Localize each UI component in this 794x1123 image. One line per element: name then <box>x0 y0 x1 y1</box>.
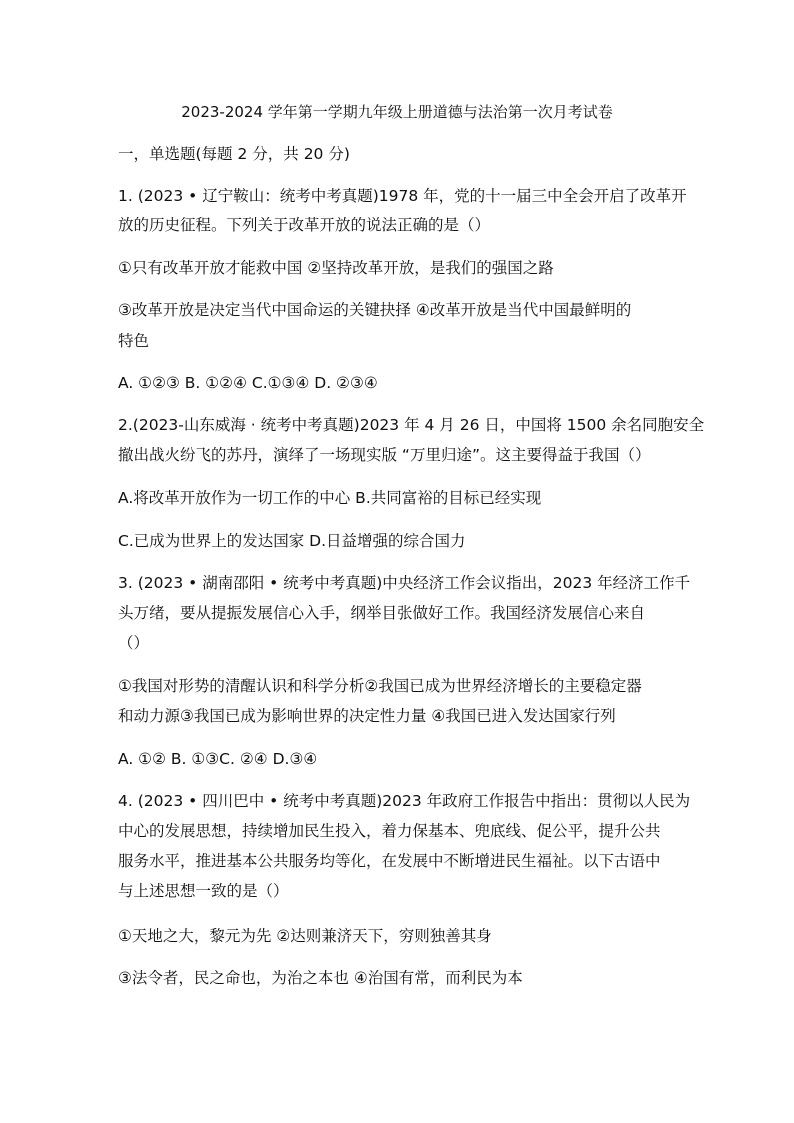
question-4-statement-1: ①天地之大，黎元为先 ②达则兼济天下，穷则独善其身 <box>118 927 492 945</box>
question-2-options-cd: C.已成为世界上的发达国家 D.日益增强的综合国力 <box>118 532 466 550</box>
question-1-line-2: 放的历史征程。下列关于改革开放的说法正确的是（） <box>118 216 491 234</box>
question-3-line-2: 头万绪，要从提振发展信心入手，纲举目张做好工作。我国经济发展信心来自 <box>118 604 646 622</box>
question-4-line-3: 服务水平，推进基本公共服务均等化，在发展中不断增进民生福祉。以下古语中 <box>118 852 661 870</box>
question-1-statement-2: ③改革开放是决定当代中国命运的关键抉择 ④改革开放是当代中国最鲜明的 <box>118 301 632 319</box>
question-2-line-1: 2.(2023-山东威海 · 统考中考真题)2023 年 4 月 26 日，中国将 1500 余名同胞安全 <box>118 416 705 434</box>
question-1-statement-1: ①只有改革开放才能救中国 ②坚持改革开放，是我们的强国之路 <box>118 259 554 277</box>
question-2-options-ab: A.将改革开放作为一切工作的中心 B.共同富裕的目标已经实现 <box>118 489 542 507</box>
question-3-line-3: （） <box>118 634 150 652</box>
question-4-line-4: 与上述思想一致的是（） <box>118 882 289 900</box>
question-1-statement-3: 特色 <box>118 332 150 350</box>
exam-title: 2023-2024 学年第一学期九年级上册道德与法治第一次月考试卷 <box>181 103 613 121</box>
section-heading: 一，单选题(每题 2 分，共 20 分) <box>118 145 350 163</box>
question-4-line-2: 中心的发展思想，持续增加民生投入，着力保基本、兜底线、促公平，提升公共 <box>118 822 661 840</box>
question-4-line-1: 4. (2023 • 四川巴中 • 统考中考真题)2023 年政府工作报告中指出：贯彻以人民为 <box>118 792 691 810</box>
question-3-statement-1: ①我国对形势的清醒认识和科学分析②我国已成为世界经济增长的主要稳定器 <box>118 677 642 695</box>
question-4-statement-2: ③法令者，民之命也，为治之本也 ④治国有常，而利民为本 <box>118 969 523 987</box>
question-1-options: A. ①②③ B. ①②④ C.①③④ D. ②③④ <box>118 374 378 392</box>
question-3-statement-2: 和动力源③我国已成为影响世界的决定性力量 ④我国已进入发达国家行列 <box>118 707 616 725</box>
question-3-options: A. ①② B. ①③C. ②④ D.③④ <box>118 750 318 768</box>
question-3-line-1: 3. (2023 • 湖南邵阳 • 统考中考真题)中央经济工作会议指出，2023 年经济工作千 <box>118 574 691 592</box>
question-1-line-1: 1. (2023 • 辽宁鞍山：统考中考真题)1978 年，党的十一届三中全会开启了改革开 <box>118 187 687 205</box>
question-2-line-2: 撤出战火纷飞的苏丹，演绎了一场现实版 “万里归途”。这主要得益于我国（） <box>118 446 651 464</box>
